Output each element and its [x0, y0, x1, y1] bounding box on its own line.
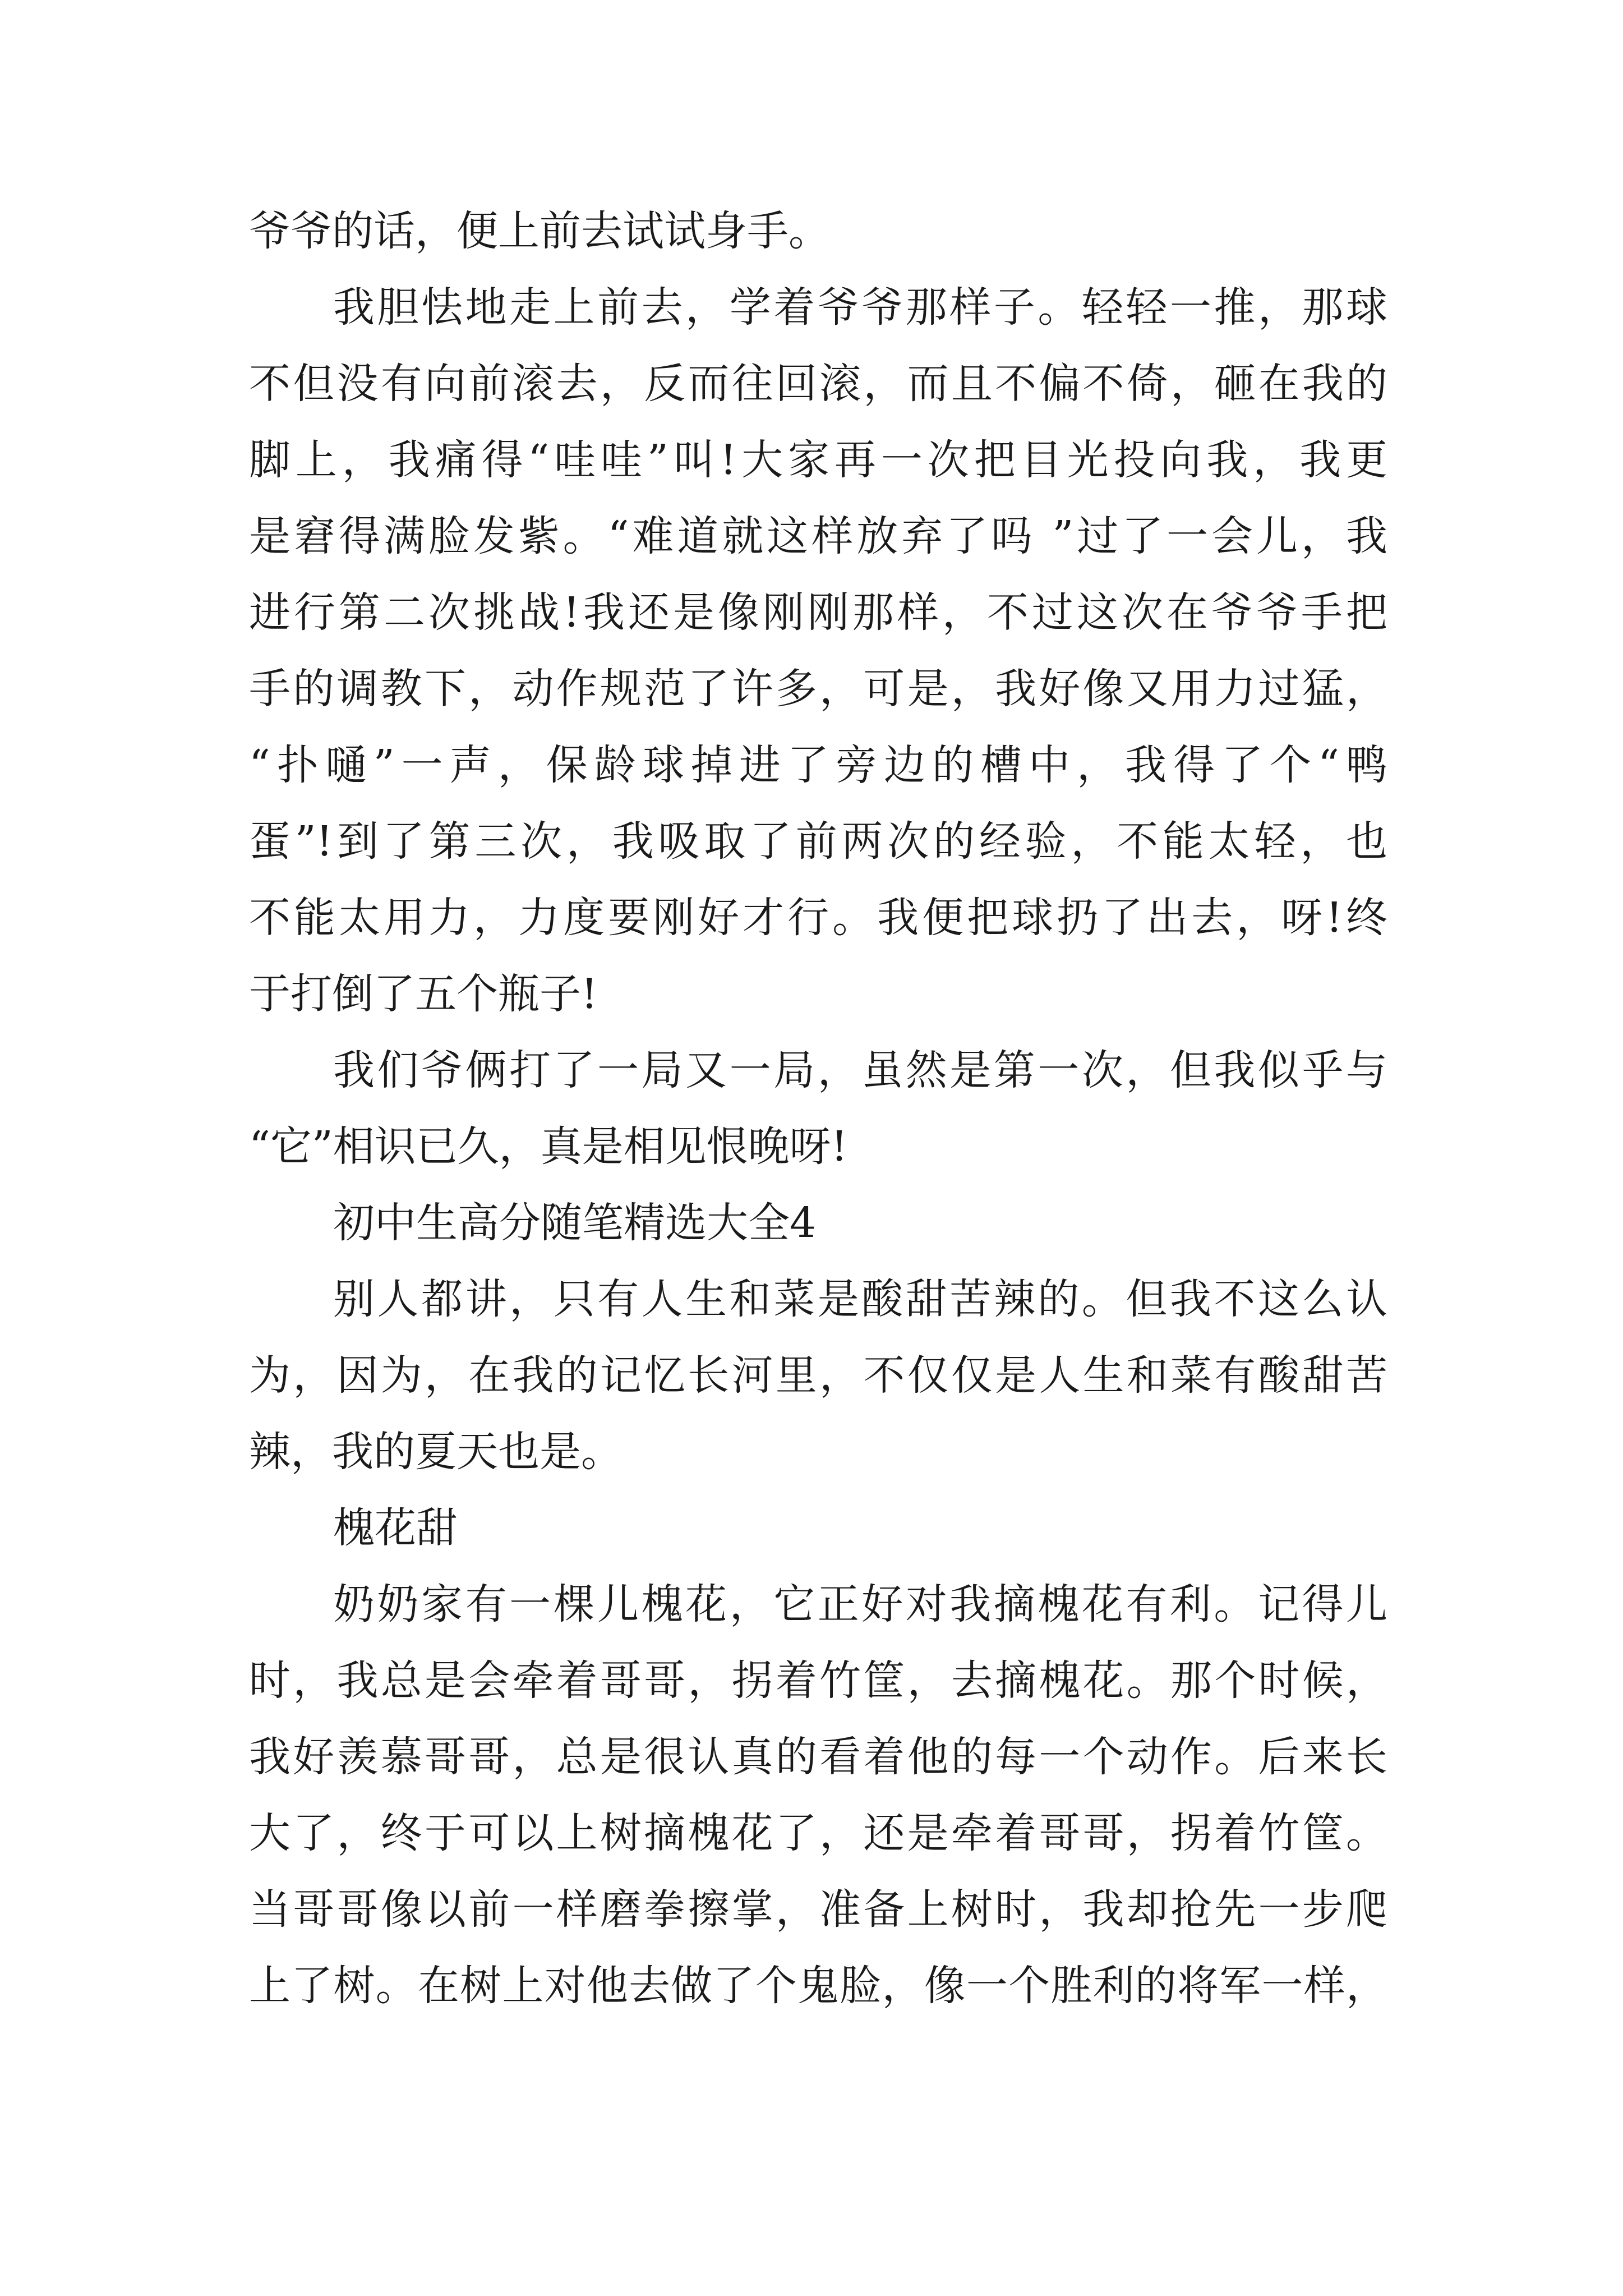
text-line: “扑嗵”一声，保龄球掉进了旁边的槽中，我得了个“鸭	[249, 741, 1387, 789]
text-line: 奶奶家有一棵儿槐花，它正好对我摘槐花有利。记得儿	[333, 1580, 1387, 1628]
section-heading: 初中生高分随笔精选大全4	[333, 1199, 817, 1247]
text-line: 辣，我的夏天也是。	[249, 1428, 623, 1476]
text-line: 爷爷的话，便上前去试试身手。	[249, 207, 830, 255]
text-line: 不能太用力，力度要刚好才行。我便把球扔了出去，呀!终	[249, 894, 1387, 942]
text-line: “它”相识已久，真是相见恨晚呀!	[249, 1122, 848, 1171]
text-line: 时，我总是会牵着哥哥，拐着竹筐，去摘槐花。那个时候，	[249, 1657, 1387, 1705]
text-line: 为，因为，在我的记忆长河里，不仅仅是人生和菜有酸甜苦	[249, 1351, 1387, 1400]
text-line: 是窘得满脸发紫。“难道就这样放弃了吗 ”过了一会儿，我	[249, 512, 1387, 560]
subheading: 槐花甜	[333, 1504, 458, 1552]
text-line: 蛋”!到了第三次，我吸取了前两次的经验，不能太轻，也	[249, 817, 1387, 866]
text-line: 上了树。在树上对他去做了个鬼脸，像一个胜利的将军一样，	[249, 1962, 1387, 2010]
text-line: 进行第二次挑战!我还是像刚刚那样，不过这次在爷爷手把	[249, 588, 1387, 637]
text-line: 别人都讲，只有人生和菜是酸甜苦辣的。但我不这么认	[333, 1275, 1387, 1323]
text-line: 我们爷俩打了一局又一局，虽然是第一次，但我似乎与	[333, 1046, 1387, 1094]
text-line: 于打倒了五个瓶子!	[249, 970, 598, 1018]
text-line: 大了，终于可以上树摘槐花了，还是牵着哥哥，拐着竹筐。	[249, 1809, 1387, 1857]
text-line: 当哥哥像以前一样磨拳擦掌，准备上树时，我却抢先一步爬	[249, 1885, 1387, 1934]
text-line: 手的调教下，动作规范了许多，可是，我好像又用力过猛，	[249, 665, 1387, 713]
text-line: 我好羡慕哥哥，总是很认真的看着他的每一个动作。后来长	[249, 1733, 1387, 1781]
text-line: 脚上，我痛得“哇哇”叫!大家再一次把目光投向我，我更	[249, 436, 1387, 484]
text-line: 我胆怯地走上前去，学着爷爷那样子。轻轻一推，那球	[333, 283, 1387, 332]
text-line: 不但没有向前滚去，反而往回滚，而且不偏不倚，砸在我的	[249, 360, 1387, 408]
